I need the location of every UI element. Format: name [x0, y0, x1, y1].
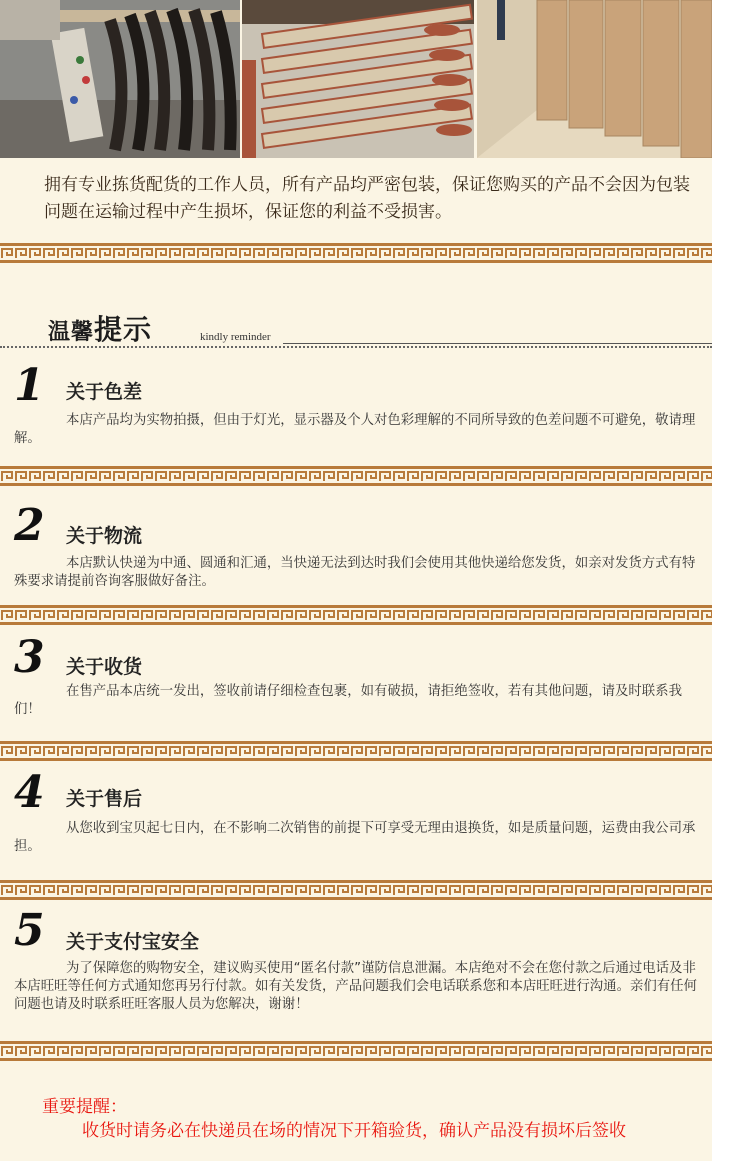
section-number: 1 [14, 360, 45, 411]
reminder-heading [48, 308, 152, 348]
reminder-heading-big: 提示 [94, 313, 153, 346]
decorative-border [0, 1041, 712, 1061]
section-number: 2 [14, 500, 45, 551]
section-title: 关于色差 [66, 381, 143, 403]
reminder-subtitle: kindly reminder [200, 331, 271, 343]
important-notice-title: 重要提醒： [42, 1097, 127, 1117]
section-title: 关于收货 [66, 656, 143, 678]
section-body: 在售产品本店统一发出，签收前请仔细检查包裹，如有破损，请拒绝签收，若有其他问题，请及时联系我们！ [14, 684, 682, 717]
important-notice-body: 收货时请务必在快递员在场的情况下开箱验货，确认产品没有损坏后签收 [82, 1121, 626, 1141]
section-body: 从您收到宝贝起七日内，在不影响二次销售的前提下可享受无理由退换货，如是质量问题，运费由我公司承担。 [14, 821, 696, 854]
photo-instruments-on-rack [0, 0, 240, 158]
decorative-border [0, 466, 712, 486]
packaging-intro-text: 拥有专业拣货配货的工作人员，所有产品均严密包装，保证您购买的产品不会因为包装问题在运输过程中产生损坏，保证您的利益不受损害。 [44, 175, 690, 222]
photo-packed-boxes [477, 0, 712, 158]
section-title: 关于售后 [66, 788, 143, 810]
decorative-border [0, 880, 712, 900]
section-title: 关于物流 [66, 525, 143, 547]
subtitle-underline [283, 343, 712, 344]
decorative-border [0, 243, 712, 263]
section-number: 5 [14, 905, 45, 956]
reminder-heading-small: 温馨 [48, 319, 95, 345]
decorative-border [0, 741, 712, 761]
section-body: 为了保障您的购物安全，建议购买使用“匿名付款”谨防信息泄漏。本店绝对不会在您付款之后通过电话及非本店旺旺等任何方式通知您再另行付款。如有关发货，产品问题我们会电话联系您和本店旺旺进行沟通。亲们有任何问题也请及时联系旺旺客服人员为您解决，谢谢！ [14, 961, 697, 1012]
section-number: 3 [14, 632, 45, 683]
section-body: 本店产品均为实物拍摄，但由于灯光，显示器及个人对色彩理解的不同所导致的色差问题不可避免，敬请理解。 [14, 413, 696, 446]
warehouse-photos [0, 0, 712, 158]
section-body: 本店默认快递为中通、圆通和汇通，当快递无法到达时我们会使用其他快递给您发货，如亲对发货方式有特殊要求请提前咨询客服做好备注。 [14, 556, 696, 589]
section-title: 关于支付宝安全 [66, 931, 200, 953]
decorative-border [0, 605, 712, 625]
photo-instrument-shelves [242, 0, 474, 158]
section-number: 4 [14, 767, 45, 818]
dotted-divider [0, 346, 712, 348]
